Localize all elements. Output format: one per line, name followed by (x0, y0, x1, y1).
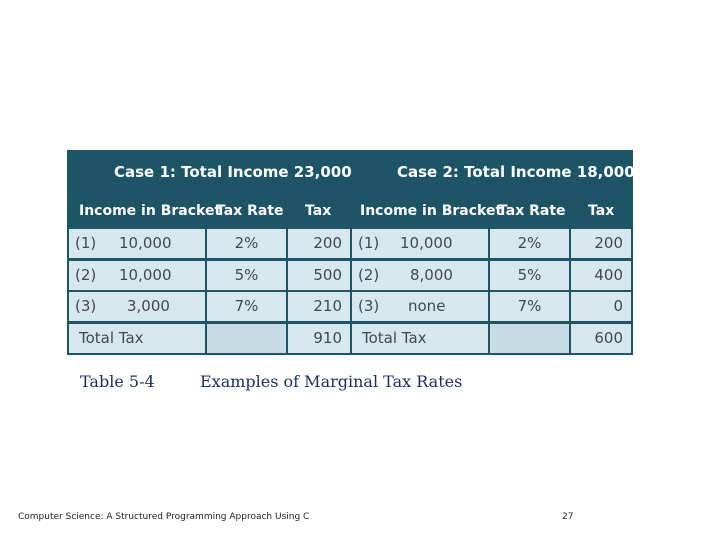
total-c1-value: 910 (288, 324, 350, 353)
row1-c2-tax: 200 (571, 229, 631, 258)
total-c1-empty (207, 324, 286, 353)
table-row (69, 229, 205, 258)
row2-c1-num: (2) (75, 266, 97, 284)
row3-c2-rate: 7% (490, 292, 569, 321)
row3-c1-income: 3,000 (127, 297, 170, 315)
row2-c1-income: 10,000 (119, 266, 172, 284)
row2-c1-rate: 5% (207, 261, 286, 290)
table-row (69, 261, 205, 290)
table-row (352, 292, 488, 321)
row2-c2-tax: 400 (571, 261, 631, 290)
total-c2-empty (490, 324, 569, 353)
table-body (69, 229, 631, 354)
row3-c2-num: (3) (358, 297, 380, 315)
row3-c1-tax: 210 (288, 292, 350, 321)
header-c2-income: Income in Bracket (360, 203, 503, 219)
total-c2-value: 600 (571, 324, 631, 353)
total-c2-label: Total Tax (352, 324, 488, 353)
header-c1-rate: Tax Rate (216, 203, 284, 219)
row2-c2-rate: 5% (490, 261, 569, 290)
row1-c1-income: 10,000 (119, 234, 172, 252)
row3-c2-income: none (408, 297, 446, 315)
row1-c1-num: (1) (75, 234, 97, 252)
caption-label: Table 5-4 (80, 372, 155, 391)
row3-c1-num: (3) (75, 297, 97, 315)
row1-c2-income: 10,000 (400, 234, 453, 252)
case1-title: Case 1: Total Income 23,000 (114, 163, 352, 181)
row1-c2-num: (1) (358, 234, 380, 252)
header-c1-income: Income in Bracket (79, 203, 222, 219)
row3-c1-rate: 7% (207, 292, 286, 321)
row1-c1-rate: 2% (207, 229, 286, 258)
table-row (352, 229, 488, 258)
footer-book-title: Computer Science: A Structured Programming Approach Using C (18, 512, 310, 522)
case2-title: Case 2: Total Income 18,000 (397, 163, 635, 181)
row1-c2-rate: 2% (490, 229, 569, 258)
header-c2-rate: Tax Rate (498, 203, 566, 219)
marginal-tax-table (67, 150, 633, 355)
header-c2-tax: Tax (588, 203, 615, 219)
row2-c2-num: (2) (358, 266, 380, 284)
row3-c2-tax: 0 (571, 292, 631, 321)
table-row (69, 292, 205, 321)
page-number: 27 (562, 512, 574, 522)
row2-c2-income: 8,000 (410, 266, 453, 284)
header-c1-tax: Tax (305, 203, 332, 219)
row1-c1-tax: 200 (288, 229, 350, 258)
caption-title: Examples of Marginal Tax Rates (200, 372, 463, 391)
total-c1-label: Total Tax (69, 324, 205, 353)
row2-c1-tax: 500 (288, 261, 350, 290)
table-row (352, 261, 488, 290)
